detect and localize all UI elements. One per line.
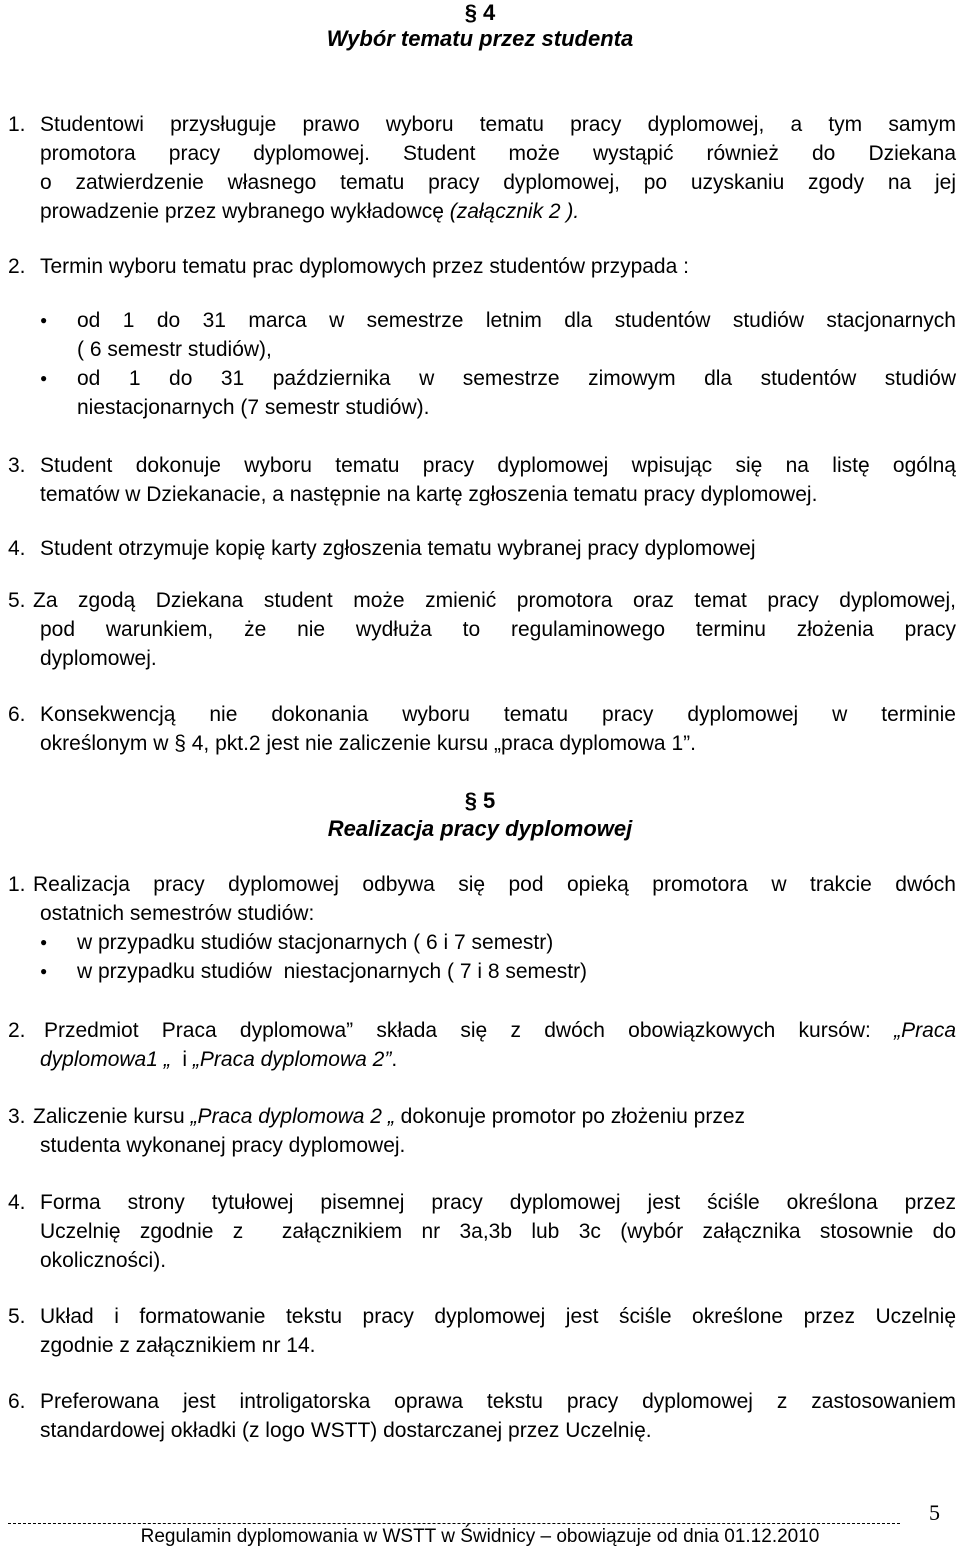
item-5-1-number: 1. xyxy=(8,873,26,896)
annex-ref: (załącznik 2 ). xyxy=(449,200,580,223)
page-number: 5 xyxy=(929,1500,940,1525)
bullet-icon: ● xyxy=(40,964,48,978)
item-4-2-line1: Termin wyboru tematu prac dyplomowych przez studentów przypada : xyxy=(40,255,689,278)
item-4-1-line4: prowadzenie przez wybranego wykładowcę (załącznik 2 ). xyxy=(40,200,580,223)
item-4-6-number: 6. xyxy=(8,703,26,726)
item-4-5-number: 5. xyxy=(8,589,26,612)
item-5-3-line1: Zaliczenie kursu „Praca dyplomowa 2 „ dokonuje promotor po złożeniu przez xyxy=(33,1105,746,1128)
item-5-5-number: 5. xyxy=(8,1305,26,1328)
item-5-6-line1: Preferowana jest introligatorska oprawa tekstu pracy dyplomowej z zastosowaniem xyxy=(40,1390,956,1413)
item-5-1-bullet1: w przypadku studiów stacjonarnych ( 6 i 7 semestr) xyxy=(77,931,554,954)
item-5-4-line3: okoliczności). xyxy=(40,1249,167,1272)
item-5-1-bullet2: w przypadku studiów niestacjonarnych ( 7 i 8 semestr) xyxy=(77,960,588,983)
bullet-icon: ● xyxy=(40,935,48,949)
item-4-1-number: 1. xyxy=(8,113,26,136)
item-5-3-line2: studenta wykonanej pracy dyplomowej. xyxy=(40,1134,406,1157)
item-4-1-line1: Studentowi przysługuje prawo wyboru tematu pracy dyplomowej, a tym samym xyxy=(40,113,956,136)
item-5-2-number: 2. xyxy=(8,1019,26,1042)
footer-text: Regulamin dyplomowania w WSTT w Świdnicy – obowiązuje od dnia 01.12.2010 xyxy=(140,1526,820,1547)
item-5-2-line2: dyplomowa1 „ i „Praca dyplomowa 2”. xyxy=(40,1048,398,1071)
item-4-2-bullet1-line1: od 1 do 31 marca w semestrze letnim dla studentów studiów stacjonarnych xyxy=(77,309,956,332)
item-5-5-line1: Układ i formatowanie tekstu pracy dyplomowej jest ściśle określone przez Uczelnię xyxy=(40,1305,956,1328)
item-4-3-line2: tematów w Dziekanacie, a następnie na kartę zgłoszenia tematu pracy dyplomowej. xyxy=(40,483,818,506)
item-5-4-line2: Uczelnię zgodnie z załącznikiem nr 3a,3b lub 3c (wybór załącznika stosownie do xyxy=(40,1220,956,1243)
item-4-4-number: 4. xyxy=(8,537,26,560)
item-4-6-line1: Konsekwencją nie dokonania wyboru tematu pracy dyplomowej w terminie xyxy=(40,703,956,726)
item-5-2-line1: Przedmiot Praca dyplomowa” składa się z dwóch obowiązkowych kursów: „Praca xyxy=(44,1019,956,1042)
item-5-5-line2: zgodnie z załącznikiem nr 14. xyxy=(40,1334,316,1357)
item-4-3-line1: Student dokonuje wyboru tematu pracy dyplomowej wpisując się na listę ogólną xyxy=(40,454,956,477)
item-4-6-line2: określonym w § 4, pkt.2 jest nie zaliczenie kursu „praca dyplomowa 1”. xyxy=(40,732,696,755)
item-4-2-bullet2-line1: od 1 do 31 października w semestrze zimowym dla studentów studiów xyxy=(77,367,956,390)
section-4-title: Wybór tematu przez studenta xyxy=(326,26,634,51)
item-4-1-line3: o zatwierdzenie własnego tematu pracy dyplomowej, po uzyskaniu zgody na jej xyxy=(40,171,956,194)
item-4-2-bullet2-line2: niestacjonarnych (7 semestr studiów). xyxy=(77,396,430,419)
item-5-3-number: 3. xyxy=(8,1105,26,1128)
item-4-3-number: 3. xyxy=(8,454,26,477)
section-4-number: § 4 xyxy=(464,0,496,25)
item-5-1-line1: Realizacja pracy dyplomowej odbywa się pod opieką promotora w trakcie dwóch xyxy=(33,873,956,896)
footer-divider xyxy=(8,1523,900,1524)
item-4-5-line1: Za zgodą Dziekana student może zmienić promotora oraz temat pracy dyplomowej, xyxy=(33,589,956,612)
item-4-2-bullet1-line2: ( 6 semestr studiów), xyxy=(77,338,272,361)
item-4-5-line2: pod warunkiem, że nie wydłuża to regulaminowego terminu złożenia pracy xyxy=(40,618,956,641)
item-5-1-line2: ostatnich semestrów studiów: xyxy=(40,902,315,925)
item-4-5-line3: dyplomowej. xyxy=(40,647,157,670)
item-4-4-line1: Student otrzymuje kopię karty zgłoszenia tematu wybranej pracy dyplomowej xyxy=(40,537,756,560)
item-4-1-line2: promotora pracy dyplomowej. Student może wystąpić również do Dziekana xyxy=(40,142,956,165)
bullet-icon: ● xyxy=(40,313,48,327)
section-5-title: Realizacja pracy dyplomowej xyxy=(327,816,633,841)
item-5-6-line2: standardowej okładki (z logo WSTT) dostarczanej przez Uczelnię. xyxy=(40,1419,652,1442)
item-5-4-number: 4. xyxy=(8,1191,26,1214)
item-5-4-line1: Forma strony tytułowej pisemnej pracy dyplomowej jest ściśle określona przez xyxy=(40,1191,956,1214)
bullet-icon: ● xyxy=(40,371,48,385)
item-4-2-number: 2. xyxy=(8,255,26,278)
section-5-number: § 5 xyxy=(464,788,496,813)
item-5-6-number: 6. xyxy=(8,1390,26,1413)
